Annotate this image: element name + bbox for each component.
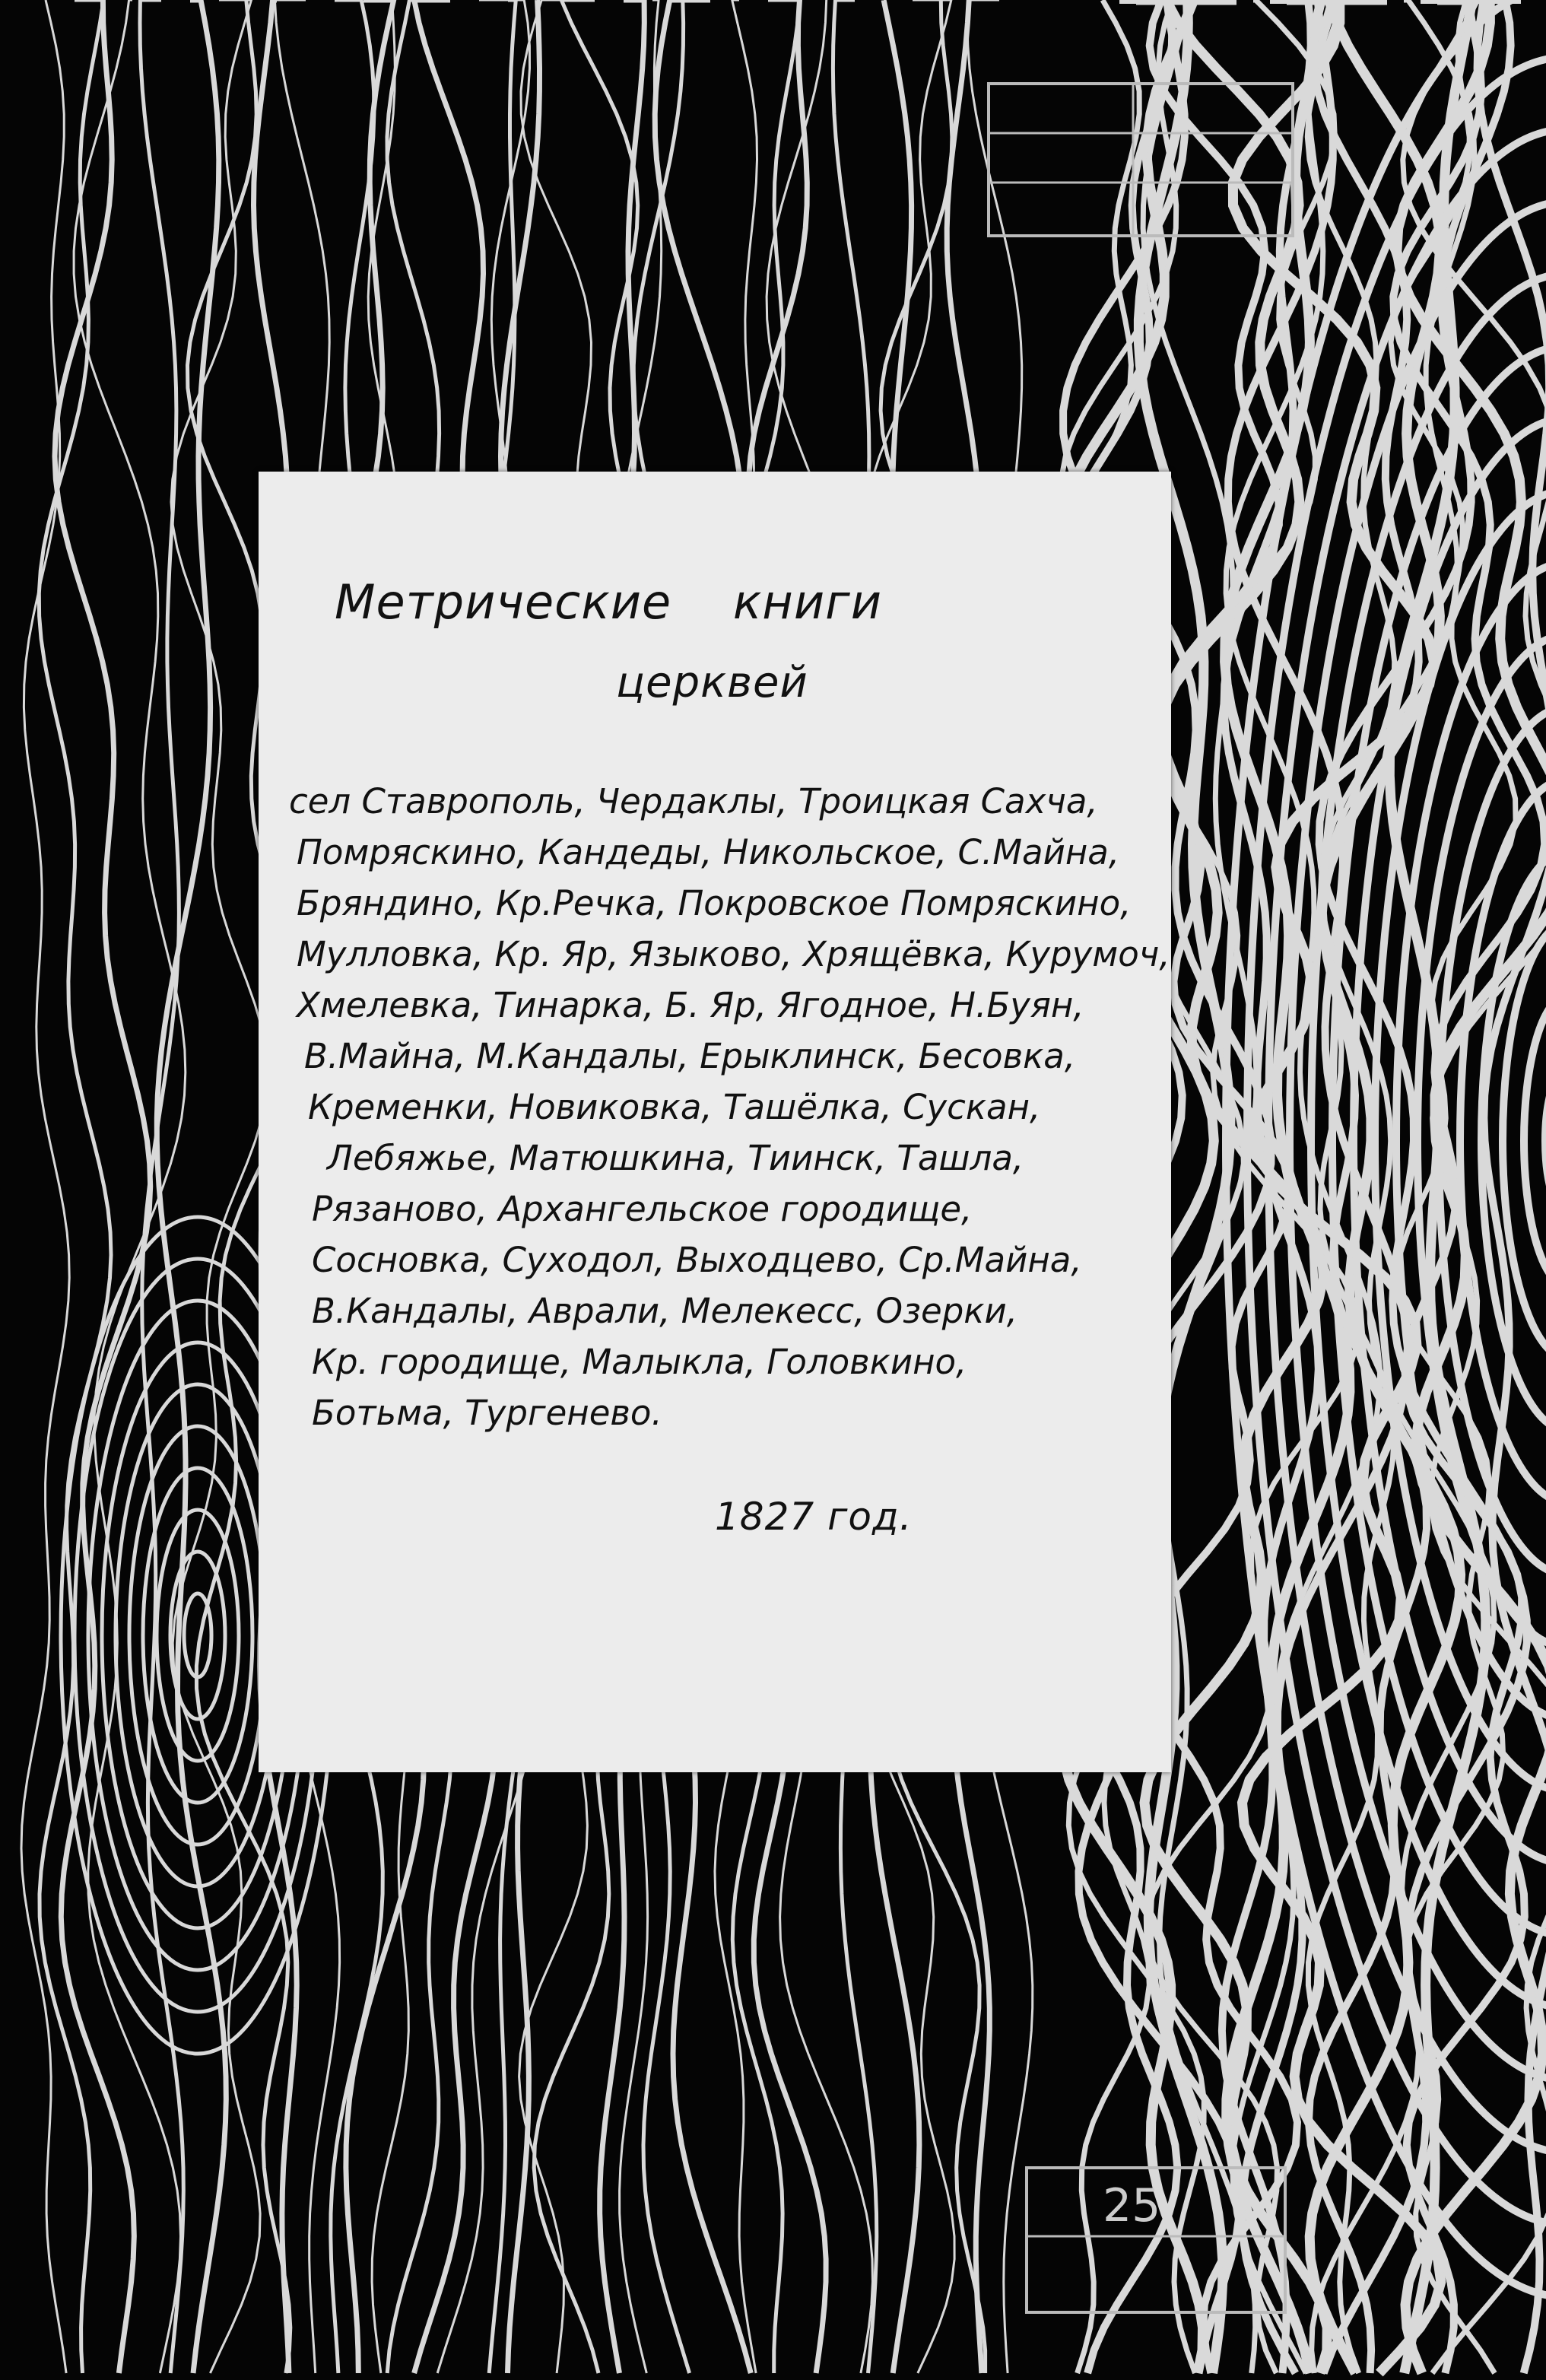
wood-knot-ring bbox=[143, 1468, 252, 1803]
village-line: В.Кандалы, Аврали, Мелекесс, Озерки, bbox=[312, 1291, 1018, 1331]
stamp-number: 25 bbox=[1103, 2179, 1161, 2232]
village-line: Хмелевка, Тинарка, Б. Яр, Ягодное, Н.Буян, bbox=[297, 985, 1084, 1025]
village-line: Бряндино, Кр.Речка, Покровское Помряскино, bbox=[297, 883, 1132, 923]
village-line: В.Майна, М.Кандалы, Ерыклинск, Бесовка, bbox=[304, 1036, 1076, 1076]
village-line: Лебяжье, Матюшкина, Тиинск, Ташла, bbox=[327, 1138, 1024, 1178]
village-line: Кр. городище, Малыкла, Головкино, bbox=[312, 1342, 967, 1382]
grain-line bbox=[140, 0, 183, 2373]
paper-label bbox=[259, 472, 1171, 1772]
title-line-1: Метрические книги bbox=[335, 574, 883, 630]
wood-knot-ring bbox=[129, 1426, 266, 1845]
church-villages-list bbox=[289, 776, 1170, 1438]
wood-knot-ring bbox=[116, 1384, 280, 1886]
village-line: сел Ставрополь, Чердаклы, Троицкая Сахча, bbox=[289, 781, 1098, 821]
village-line: Мулловка, Кр. Яр, Языково, Хрящёвка, Курумоч, bbox=[297, 934, 1170, 974]
grain-line bbox=[39, 0, 111, 2373]
archive-stamp-top bbox=[981, 76, 1308, 251]
village-line: Рязаново, Архангельское городище, bbox=[312, 1189, 973, 1229]
village-line: Сосновка, Суходол, Выходцево, Ср.Майна, bbox=[312, 1240, 1082, 1280]
grain-line bbox=[21, 0, 69, 2373]
village-line: Помряскино, Кандеды, Никольское, С.Майна, bbox=[297, 832, 1120, 872]
year: 1827 год. bbox=[715, 1495, 913, 1539]
village-line: Ботьма, Тургенево. bbox=[312, 1393, 662, 1433]
title-line-2: церквей bbox=[616, 658, 808, 707]
village-line: Кременки, Новиковка, Ташёлка, Сускан, bbox=[308, 1087, 1041, 1127]
archive-stamp-bottom bbox=[1019, 2160, 1293, 2320]
